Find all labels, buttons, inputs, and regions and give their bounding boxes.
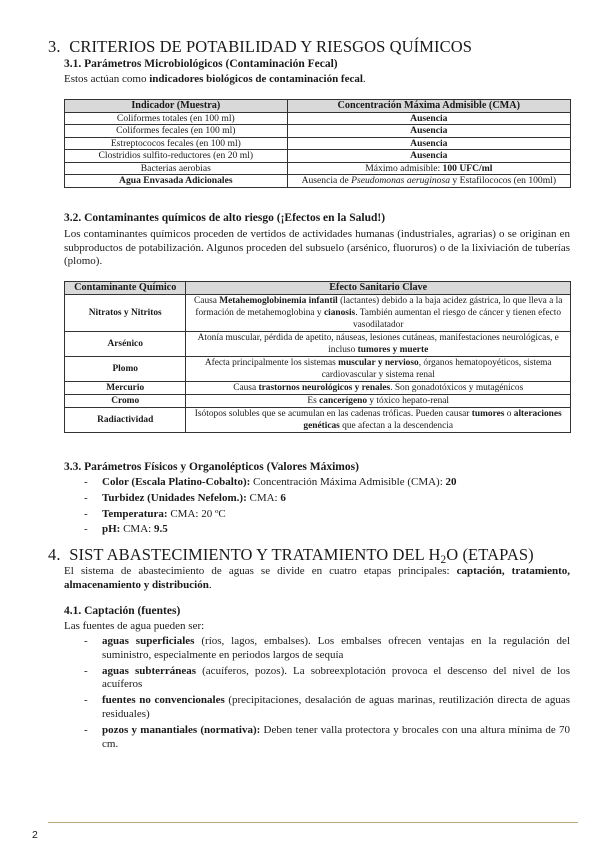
- indicator-cell: Coliformes totales (en 100 ml): [65, 112, 288, 125]
- item-label: Color (Escala Platino-Cobalto):: [102, 476, 251, 488]
- intro-end: .: [208, 578, 212, 591]
- intro-bold: indicadores biológicos de contaminación fecal: [149, 73, 363, 85]
- section-3-title-text: CRITERIOS DE POTABILIDAD Y RIESGOS QUÍMICOS: [69, 37, 473, 56]
- intro-bold: captación, tratamiento, almacenamiento y distribución: [64, 565, 570, 591]
- table-row: [65, 137, 571, 150]
- item-label: fuentes no convencionales: [102, 694, 225, 707]
- table-row: [65, 125, 571, 138]
- contaminant-name: Plomo: [65, 356, 186, 381]
- item-value: 9.5: [153, 523, 168, 536]
- table-row: [65, 294, 571, 331]
- footer-divider: [48, 822, 578, 823]
- column-header: Indicador (Muestra): [65, 100, 288, 113]
- value-text: Ausencia de: [301, 175, 352, 186]
- table-row: [65, 150, 571, 163]
- item-label: pozos y manantiales (normativa):: [102, 723, 261, 736]
- item-value: 6: [280, 491, 286, 504]
- list-item: [84, 508, 570, 522]
- microbiological-table: [64, 99, 571, 188]
- indicator-cell: Coliformes fecales (en 100 ml): [65, 125, 288, 138]
- value-cell: [287, 175, 570, 188]
- table-row: [65, 407, 571, 432]
- column-header: Concentración Máxima Admisible (CMA): [287, 100, 570, 113]
- page-number: 2: [32, 829, 38, 841]
- column-header: Contaminante Químico: [65, 282, 186, 295]
- list-item: [84, 476, 570, 490]
- indicator-cell: Estreptococos fecales (en 100 ml): [65, 137, 288, 150]
- contaminant-name: Arsénico: [65, 331, 186, 356]
- list-item: [84, 492, 570, 506]
- list-item: [84, 724, 570, 752]
- subscript: 2: [440, 553, 447, 566]
- table-row: [65, 356, 571, 381]
- section-4-number: 4.: [48, 545, 61, 564]
- item-label: Temperatura:: [102, 507, 168, 520]
- value-text: y Estafilococos (en 100ml): [450, 175, 557, 186]
- column-header: Efecto Sanitario Clave: [186, 282, 571, 295]
- section-3-2-paragraph: Los contaminantes químicos proceden de vertidos de actividades humanas (industriales, agrarias) o se originan en subproductos de potabilización. Algunos proceden del subsuelo (arsénico, fluoruros) o de la lixiviación de tuberías (plomo).: [64, 228, 570, 267]
- value-cell: Ausencia: [287, 112, 570, 125]
- contaminant-name: Radiactividad: [65, 407, 186, 432]
- indicator-cell: Clostridios sulfito-reductores (en 20 ml): [65, 150, 288, 163]
- indicator-cell: Bacterias aerobias: [65, 162, 288, 175]
- item-text: (acuíferos, pozos). La sobreexplotación provoca el descenso del nivel de los acuíferos: [102, 664, 570, 691]
- section-3-3-heading: 3.3. Parámetros Físicos y Organolépticos (Valores Máximos): [64, 461, 359, 473]
- item-label: aguas subterráneas: [102, 664, 197, 677]
- intro-end: .: [362, 73, 366, 85]
- health-effect: Es cancerígeno y tóxico hepato-renal: [186, 394, 571, 407]
- table-row: [65, 394, 571, 407]
- value-cell: Ausencia: [287, 137, 570, 150]
- section-3-1-intro: [64, 73, 570, 87]
- health-effect: Afecta principalmente los sistemas muscular y nervioso, órganos hematopoyéticos, sistema cardiovascular y sistema renal: [186, 356, 571, 381]
- value-cell: [287, 162, 570, 175]
- item-label: pH:: [102, 523, 121, 536]
- section-4-intro: [64, 565, 570, 592]
- value-italic: Pseudomonas aeruginosa: [351, 175, 450, 186]
- health-effect: Atonía muscular, pérdida de apetito, náuseas, lesiones cutáneas, manifestaciones neurológicas, e incluso tumores y muerte: [186, 331, 571, 356]
- list-item: [84, 523, 570, 537]
- table-header-row: [65, 100, 571, 113]
- item-label: aguas superficiales: [102, 635, 195, 647]
- list-item: [84, 694, 570, 722]
- table-row: [65, 162, 571, 175]
- item-text: Deben tener valla protectora y brocales con una altura mínima de 70 cm.: [102, 723, 570, 750]
- water-sources-list: [84, 635, 570, 753]
- health-effect: Isótopos solubles que se acumulan en las cadenas tróficas. Pueden causar tumores o alteraciones genéticas que afectan a la descendencia: [186, 407, 571, 432]
- list-item: [84, 665, 570, 693]
- section-3-title: [48, 37, 472, 57]
- health-effect: Causa trastornos neurológicos y renales. Son gonadotóxicos y mutagénicos: [186, 381, 571, 394]
- item-text: (ríos, lagos, embalses). Los embalses ofrecen ventajas en la regulación del suministro, especialmente en periodos largos de sequía: [102, 635, 570, 661]
- table-row: [65, 331, 571, 356]
- item-text: CMA:: [246, 491, 281, 504]
- section-4-title-text: SIST ABASTECIMIENTO Y TRATAMIENTO DEL H: [69, 545, 441, 564]
- value-text: Máximo admisible:: [365, 162, 443, 174]
- section-4-title: [48, 545, 534, 566]
- physical-params-list: [84, 476, 570, 539]
- contaminant-name: Mercurio: [65, 381, 186, 394]
- health-effect: Causa Metahemoglobinemia infantil (lactantes) debido a la baja acidez gástrica, lo que lleva a la formación de metahemoglobina y cianosis. También aumentan el riesgo de cáncer y tienen efecto vasodilatador: [186, 294, 571, 331]
- table-row: [65, 112, 571, 125]
- value-bold: 100 UFC/ml: [442, 162, 493, 174]
- contaminant-name: Cromo: [65, 394, 186, 407]
- item-text: CMA:: [120, 523, 154, 536]
- item-text: Concentración Máxima Admisible (CMA):: [250, 476, 446, 488]
- section-3-1-heading: 3.1. Parámetros Microbiológicos (Contaminación Fecal): [64, 58, 338, 70]
- section-4-title-end: O (ETAPAS): [446, 545, 534, 564]
- item-value: 20: [445, 476, 457, 488]
- chemical-table: [64, 281, 571, 433]
- item-label: Turbidez (Unidades Nefelom.):: [102, 491, 247, 504]
- table-row: [65, 175, 571, 188]
- section-3-2-heading: 3.2. Contaminantes químicos de alto riesgo (¡Efectos en la Salud!): [64, 212, 386, 224]
- table-header-row: [65, 282, 571, 295]
- section-3-number: 3.: [48, 37, 61, 56]
- value-cell: Ausencia: [287, 150, 570, 163]
- contaminant-name: Nitratos y Nitritos: [65, 294, 186, 331]
- indicator-cell: Agua Envasada Adicionales: [65, 175, 288, 188]
- value-cell: Ausencia: [287, 125, 570, 138]
- item-text: (precipitaciones, desalación de aguas marinas, reutilización directa de aguas residuales): [102, 694, 570, 720]
- section-4-1-heading: 4.1. Captación (fuentes): [64, 605, 181, 617]
- table-row: [65, 381, 571, 394]
- list-item: [84, 635, 570, 663]
- intro-text: El sistema de abastecimiento de aguas se divide en cuatro etapas principales:: [64, 565, 457, 577]
- section-4-1-intro: Las fuentes de agua pueden ser:: [64, 620, 205, 632]
- intro-text: Estos actúan como: [64, 73, 150, 85]
- item-text: CMA: 20 ºC: [167, 507, 226, 520]
